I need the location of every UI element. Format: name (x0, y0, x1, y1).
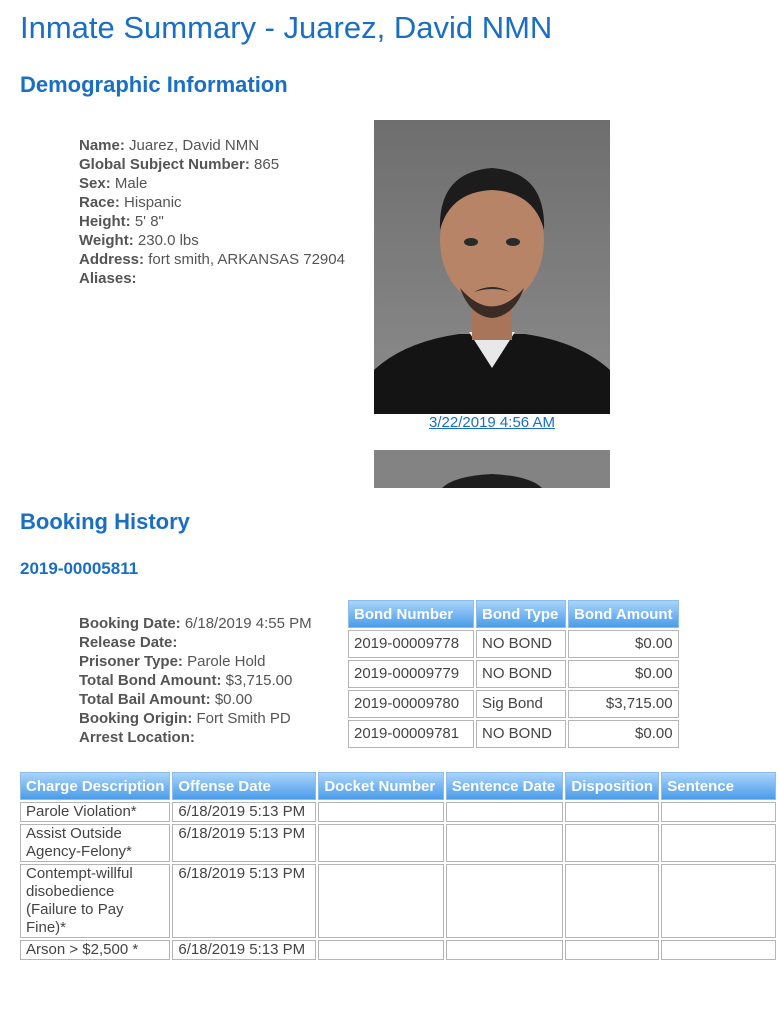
person-photo-icon (374, 120, 610, 414)
docket-number-header[interactable]: Docket Number (318, 772, 443, 800)
booking-fields (79, 614, 312, 747)
bond-number-cell: 2019-00009779 (348, 660, 474, 688)
sentence-date-cell (446, 940, 564, 960)
field-prisoner-type: Prisoner Type: Parole Hold (79, 653, 266, 670)
bond-number-cell: 2019-00009781 (348, 720, 474, 748)
sentence-date-cell (446, 802, 564, 822)
bond-type-cell: NO BOND (476, 660, 566, 688)
bond-table-header (348, 600, 679, 628)
bond-amount-header[interactable]: Bond Amount (568, 600, 679, 628)
sentence-date-cell (446, 824, 564, 862)
table-row (348, 720, 679, 748)
charge-description-cell: Arson > $2,500 * (20, 940, 170, 960)
field-total-bond-amount: Total Bond Amount: $3,715.00 (79, 672, 293, 689)
bond-table (346, 598, 681, 750)
booking-history-heading: Booking History (20, 509, 190, 534)
table-row (348, 630, 679, 658)
docket-number-cell (318, 802, 443, 822)
offense-date-cell: 6/18/2019 5:13 PM (172, 864, 316, 938)
docket-number-cell (318, 864, 443, 938)
sentence-cell (661, 864, 776, 938)
sentence-date-cell (446, 864, 564, 938)
disposition-cell (565, 802, 659, 822)
field-arrest-location: Arrest Location: (79, 729, 195, 746)
field-booking-date: Booking Date: 6/18/2019 4:55 PM (79, 615, 312, 632)
field-race: Race: Hispanic (79, 194, 182, 211)
disposition-cell (565, 940, 659, 960)
charge-table-container (18, 770, 734, 1020)
charge-table-header (20, 772, 776, 800)
field-global-subject-number: Global Subject Number: 865 (79, 156, 280, 173)
photo-date-link[interactable]: 3/22/2019 4:56 AM (429, 414, 555, 431)
bond-number-cell: 2019-00009780 (348, 690, 474, 718)
person-photo-icon (374, 450, 610, 488)
page-title: Inmate Summary - Juarez, David NMN (20, 10, 553, 45)
sentence-cell (661, 802, 776, 822)
table-row (20, 802, 776, 822)
bond-amount-cell: $0.00 (568, 660, 679, 688)
table-row (348, 690, 679, 718)
bond-amount-cell: $3,715.00 (568, 690, 679, 718)
demographic-fields (79, 136, 345, 288)
docket-number-cell (318, 824, 443, 862)
sentence-header[interactable]: Sentence (661, 772, 776, 800)
field-height: Height: 5' 8" (79, 213, 164, 230)
charge-description-cell: Assist Outside Agency-Felony* (20, 824, 170, 862)
sentence-cell (661, 940, 776, 960)
charge-description-cell: Contempt-willful disobedience (Failure to Pay Fine)* (20, 864, 170, 938)
bond-amount-cell: $0.00 (568, 630, 679, 658)
disposition-header[interactable]: Disposition (565, 772, 659, 800)
field-address: Address: fort smith, ARKANSAS 72904 (79, 251, 345, 268)
bond-type-header[interactable]: Bond Type (476, 600, 566, 628)
field-sex: Sex: Male (79, 175, 148, 192)
field-booking-origin: Booking Origin: Fort Smith PD (79, 710, 291, 727)
docket-number-cell (318, 940, 443, 960)
sentence-cell (661, 824, 776, 862)
disposition-cell (565, 824, 659, 862)
bond-number-cell: 2019-00009778 (348, 630, 474, 658)
bond-type-cell: Sig Bond (476, 690, 566, 718)
demographic-heading: Demographic Information (20, 72, 288, 97)
charge-table (18, 770, 778, 962)
second-mugshot-photo[interactable] (374, 450, 610, 488)
table-row (348, 660, 679, 688)
field-weight: Weight: 230.0 lbs (79, 232, 199, 249)
bond-amount-cell: $0.00 (568, 720, 679, 748)
sentence-date-header[interactable]: Sentence Date (446, 772, 564, 800)
field-total-bail-amount: Total Bail Amount: $0.00 (79, 691, 253, 708)
offense-date-cell: 6/18/2019 5:13 PM (172, 802, 316, 822)
offense-date-cell: 6/18/2019 5:13 PM (172, 940, 316, 960)
mugshot-photo[interactable] (374, 120, 610, 414)
offense-date-header[interactable]: Offense Date (172, 772, 316, 800)
bond-number-header[interactable]: Bond Number (348, 600, 474, 628)
charge-description-cell: Parole Violation* (20, 802, 170, 822)
disposition-cell (565, 864, 659, 938)
offense-date-cell: 6/18/2019 5:13 PM (172, 824, 316, 862)
bond-type-cell: NO BOND (476, 720, 566, 748)
charge-description-header[interactable]: Charge Description (20, 772, 170, 800)
field-release-date: Release Date: (79, 634, 178, 651)
table-row (20, 940, 776, 960)
table-row (20, 824, 776, 862)
field-name: Name: Juarez, David NMN (79, 137, 260, 154)
field-aliases: Aliases: (79, 270, 137, 287)
table-row (20, 864, 776, 938)
bond-type-cell: NO BOND (476, 630, 566, 658)
booking-number: 2019-00005811 (20, 559, 139, 578)
